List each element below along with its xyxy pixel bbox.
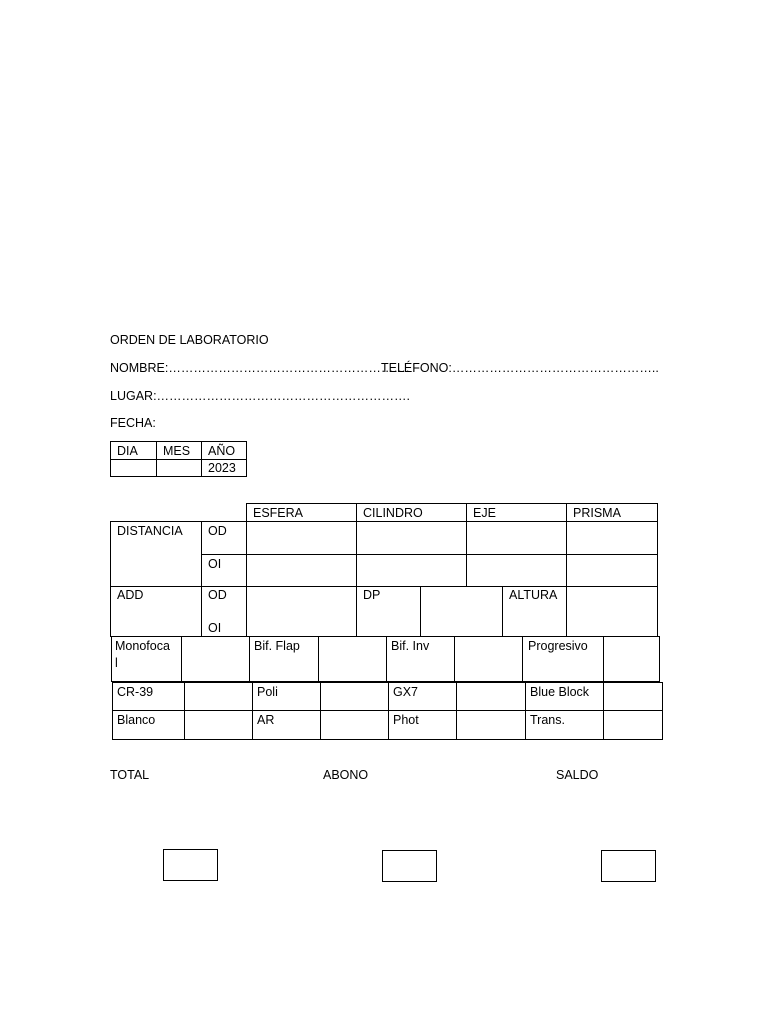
fecha-label: FECHA:: [110, 416, 156, 430]
date-header-dia: DIA: [117, 444, 138, 458]
rx-add-od: OD: [208, 588, 227, 602]
rx-add-cell: [110, 586, 202, 637]
material-phot-cell: [388, 710, 457, 740]
rx-dp-cell: [356, 586, 421, 637]
rx-od-eje[interactable]: [466, 521, 567, 555]
lugar-field: LUGAR:…………………………………………………….: [110, 389, 411, 403]
rx-dp-value[interactable]: [420, 586, 503, 637]
date-header-cell: [201, 441, 247, 460]
nombre-field: NOMBRE:………………………………………………….: [110, 361, 410, 375]
lens-progresivo-check[interactable]: [603, 636, 660, 682]
rx-distancia-label: DISTANCIA: [117, 524, 183, 538]
rx-oi-eje[interactable]: [466, 554, 567, 587]
lens-bif-flap-cell: [249, 636, 319, 682]
lens-bif-inv-check[interactable]: [454, 636, 523, 682]
rx-header-eje: EJE: [466, 503, 567, 522]
lens-monofocal-cell: [111, 636, 182, 682]
rx-dp-label: DP: [363, 588, 381, 602]
rx-altura-cell: [502, 586, 567, 637]
material-ar-check[interactable]: [320, 710, 389, 740]
date-header-cell: [156, 441, 202, 460]
date-header-ano: AÑO: [208, 444, 236, 458]
date-value-mes: [156, 459, 202, 477]
rx-altura-value[interactable]: [566, 586, 658, 637]
rx-distancia-oi: OI: [201, 554, 247, 587]
rx-add-label: ADD: [117, 588, 144, 602]
lens-monofocal-label-2: l: [115, 656, 118, 670]
material-cr39-check[interactable]: [184, 682, 253, 711]
material-trans-check[interactable]: [603, 710, 663, 740]
saldo-label: SALDO: [556, 768, 599, 782]
rx-altura-label: ALTURA: [509, 588, 558, 602]
material-ar-cell: [252, 710, 321, 740]
rx-header-prisma: PRISMA: [566, 503, 658, 522]
material-blue-block-cell: [525, 682, 604, 711]
rx-oi-esfera[interactable]: [246, 554, 357, 587]
material-blanco-label: Blanco: [117, 713, 156, 727]
material-ar-label: AR: [257, 713, 275, 727]
total-label: TOTAL: [110, 768, 150, 782]
rx-header-cilindro: CILINDRO: [356, 503, 467, 522]
lens-progresivo-cell: [522, 636, 604, 682]
material-poli-label: Poli: [257, 685, 278, 699]
material-blanco-check[interactable]: [184, 710, 253, 740]
saldo-input-box[interactable]: [601, 850, 656, 882]
lens-bif-flap-label: Bif. Flap: [254, 639, 300, 653]
rx-add-value[interactable]: [246, 586, 357, 637]
form-title: ORDEN DE LABORATORIO: [110, 333, 269, 347]
material-cr39-label: CR-39: [117, 685, 154, 699]
date-value-dia: [110, 459, 157, 477]
material-phot-label: Phot: [393, 713, 419, 727]
abono-input-box[interactable]: [382, 850, 437, 882]
material-trans-label: Trans.: [530, 713, 565, 727]
rx-od-esfera[interactable]: [246, 521, 357, 555]
date-header-mes: MES: [163, 444, 191, 458]
rx-od-cilindro[interactable]: [356, 521, 467, 555]
lens-bif-flap-check[interactable]: [318, 636, 387, 682]
material-blue-block-check[interactable]: [603, 682, 663, 711]
lens-progresivo-label: Progresivo: [528, 639, 588, 653]
rx-oi-prisma[interactable]: [566, 554, 658, 587]
date-value-ano: 2023: [201, 459, 247, 477]
lens-bif-inv-cell: [386, 636, 455, 682]
rx-distancia-cell: [110, 521, 202, 587]
material-poli-check[interactable]: [320, 682, 389, 711]
date-header-cell: [110, 441, 157, 460]
material-gx7-check[interactable]: [456, 682, 526, 711]
material-trans-cell: [525, 710, 604, 740]
lens-monofocal-label-1: Monofoca: [115, 639, 170, 653]
lens-monofocal-check[interactable]: [181, 636, 250, 682]
material-blue-block-label: Blue Block: [530, 685, 590, 699]
total-input-box[interactable]: [163, 849, 218, 881]
material-phot-check[interactable]: [456, 710, 526, 740]
rx-add-eyes: [201, 586, 247, 637]
rx-oi-cilindro[interactable]: [356, 554, 467, 587]
rx-od-prisma[interactable]: [566, 521, 658, 555]
material-cr39-cell: [112, 682, 185, 711]
rx-distancia-od: OD: [201, 521, 247, 555]
rx-add-oi: OI: [208, 621, 222, 635]
material-gx7-cell: [388, 682, 457, 711]
material-poli-cell: [252, 682, 321, 711]
rx-header-esfera: ESFERA: [246, 503, 357, 522]
abono-label: ABONO: [323, 768, 369, 782]
material-blanco-cell: [112, 710, 185, 740]
telefono-field: TELÉFONO:…………………………………………..: [381, 361, 659, 375]
lens-bif-inv-label: Bif. Inv: [391, 639, 430, 653]
material-gx7-label: GX7: [393, 685, 419, 699]
